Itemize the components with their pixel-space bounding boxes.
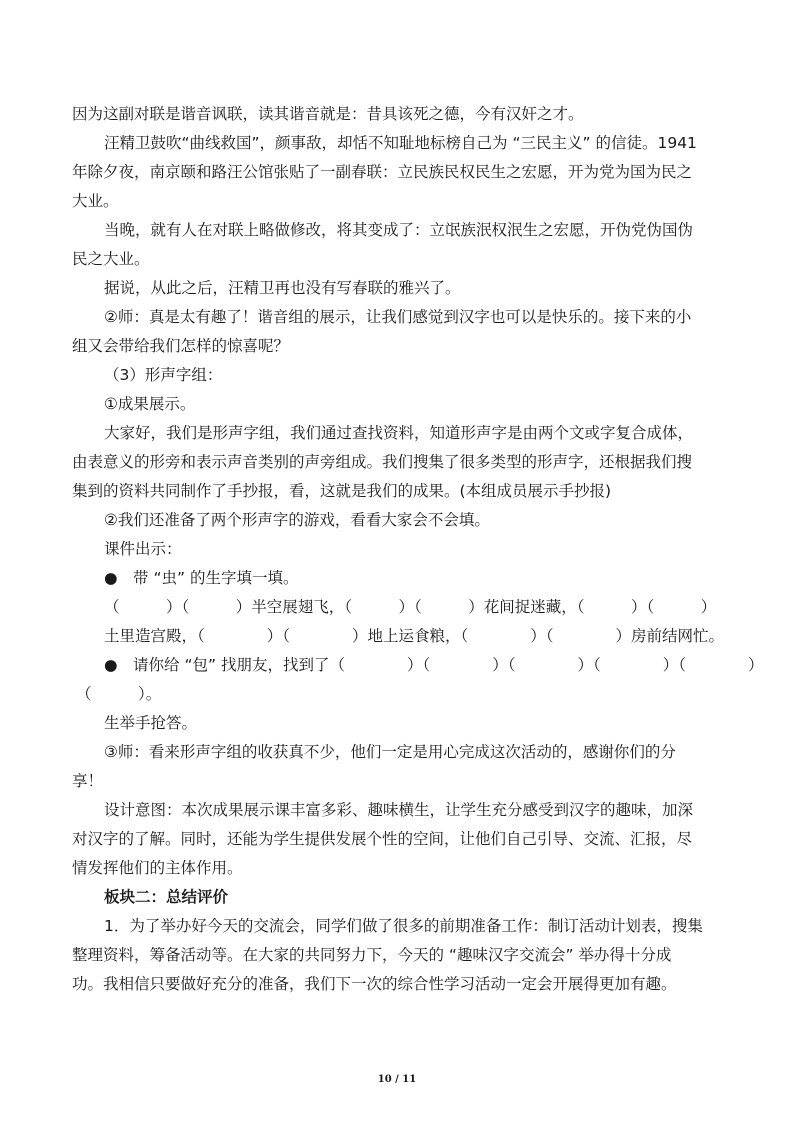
paragraph-line: ②师：真是太有趣了！谐音组的展示，让我们感觉到汉字也可以是快乐的。接下来的小 — [104, 308, 692, 326]
fill-blank-line: （ ）（ ）半空展翅飞，（ ）（ ）花间捉迷藏，（ ）（ ） — [104, 598, 717, 616]
paragraph-line: 设计意图：本次成果展示课丰富多彩、趣味横生，让学生充分感受到汉字的趣味，加深 — [104, 801, 694, 819]
paragraph-line: 情发挥他们的主体作用。 — [72, 859, 243, 877]
paragraph-line: 1．为了举办好今天的交流会，同学们做了很多的前期准备工作：制订活动计划表，搜集 — [104, 917, 703, 935]
paragraph-line: ①成果展示。 — [104, 395, 196, 413]
paragraph-line: 享！ — [72, 772, 104, 790]
page-number: 10 / 11 — [377, 1074, 417, 1085]
section-heading: （3）形声字组： — [104, 366, 223, 384]
paragraph-line: 整理资料，筹备活动等。在大家的共同努力下，今天的 “趣味汉字交流会” 举办得十分成 — [72, 946, 672, 964]
paragraph-line: 生举手抢答。 — [104, 714, 198, 732]
paragraph-line: 民之大业。 — [72, 250, 150, 268]
paragraph-line: 集到的资料共同制作了手抄报，看，这就是我们的成果。(本组成员展示手抄报) — [72, 482, 612, 500]
bullet-item: ● 带 “虫” 的生字填一填。 — [104, 569, 299, 587]
paragraph-line: ③师：看来形声字组的收获真不少，他们一定是用心完成这次活动的，感谢你们的分 — [104, 743, 676, 761]
section-heading: 板块二：总结评价 — [104, 888, 229, 906]
paragraph-line: 据说，从此之后，汪精卫再也没有写春联的雅兴了。 — [104, 279, 461, 297]
paragraph-line: 由表意义的形旁和表示声音类别的声旁组成。我们搜集了很多类型的形声字，还根据我们搜 — [72, 453, 693, 471]
paragraph-line: ②我们还准备了两个形声字的游戏，看看大家会不会填。 — [104, 511, 490, 529]
paragraph-line: 大业。 — [72, 192, 119, 210]
paragraph-line: 年除夕夜，南京颐和路汪公馆张贴了一副春联：立民族民权民生之宏愿，开为党为国为民之 — [72, 163, 693, 181]
paragraph-line: 对汉字的了解。同时，还能为学生提供发展个性的空间，让他们自己引导、交流、汇报，尽 — [72, 830, 693, 848]
paragraph-line: 因为这副对联是谐音讽联，读其谐音就是：昔具该死之德，今有汉奸之才。 — [72, 105, 584, 123]
paragraph-line: 组又会带给我们怎样的惊喜呢？ — [72, 337, 290, 355]
paragraph-line: 功。我相信只要做好充分的准备，我们下一次的综合性学习活动一定会开展得更加有趣。 — [72, 975, 677, 993]
paragraph-line: 大家好，我们是形声字组，我们通过查找资料，知道形声字是由两个文或字复合成体， — [104, 424, 694, 442]
paragraph-line: 课件出示： — [104, 540, 182, 558]
fill-blank-line: （ ）。 — [76, 685, 162, 703]
paragraph-line: 当晚，就有人在对联上略做修改，将其变成了：立氓族泯权泯生之宏愿，开伪党伪国伪 — [104, 221, 694, 239]
paragraph-line: 汪精卫鼓吹“曲线救国”，颜事敌，却恬不知耻地标榜自己为 “三民主义” 的信徒。1941 — [104, 134, 697, 152]
fill-blank-line: 土里造宫殿，（ ）（ ）地上运食粮，（ ）（ ）房前结网忙。 — [104, 627, 725, 645]
bullet-item: ● 请你给 “包” 找朋友，找到了（ ）（ ）（ ）（ ）（ ） — [104, 656, 764, 674]
